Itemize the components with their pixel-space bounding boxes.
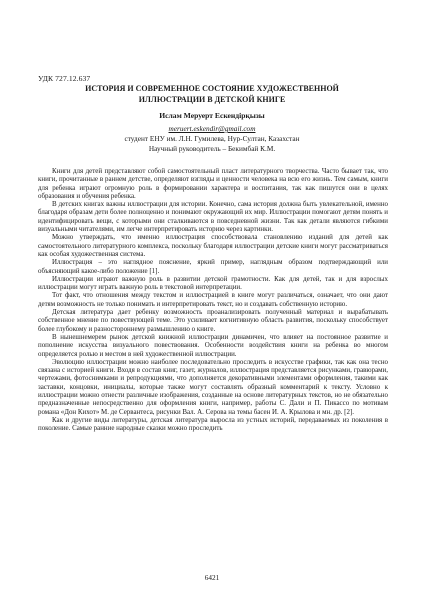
article-body [38,167,388,433]
scientific-supervisor: Научный руководитель – Бекимбай К.М. [148,144,276,153]
paragraph: Эволюцию иллюстрации можно наиболее последовательно проследить в искусстве графики, так как она тесно связана с историей книги. Входя в состав книг, газет, журналов, иллюстрация представляется рисунками, гравюрами, чертежами, фотоснимками и репродукциями, что дополняется декоративными элементами оформления, такими как заставки, концовки, инициалы, которые также могут составлять образный комментарий к тексту. Условно к иллюстрации можно отнести различные изображения, созданные на основе литературных текстов, но не обязательно предназначенные непосредственно для оформления книги, например, работы С. Дали и П. Пикассо по мотивам романа «Дон Кихот» М. де Сервантеса, рисунки Вал. А. Серова на темы басен И. А. Крылова и мн. др. [2]. [38,357,388,416]
title-line-1: ИСТОРИЯ И СОВРЕМЕННОЕ СОСТОЯНИЕ ХУДОЖЕСТВЕННОЙ [85,84,339,93]
paragraph: Книги для детей представляют собой самостоятельный пласт литературного творчества. Часто бывает так, что книги, прочитанные в раннем детстве, определяют взгляды и ценности человека на всю его жизнь. Тем самым, книги для ребенка играют огромную роль в формировании характера и воспитания, так как пишутся они в целях образования и обучения ребенка. [38,167,388,200]
author-email: meruert.eskendir@gmail.com [168,124,256,133]
paragraph: Иллюстрации играют важную роль в развитии детской грамотности. Как для детей, так и для взрослых иллюстрации могут играть важную роль в текстовой интерпретации. [38,274,388,292]
paragraph: Иллюстрация – это наглядное пояснение, яркий пример, наглядным образом подтверждающий или объясняющий какое-либо положение [1]. [38,258,388,275]
paragraph: Как и другие виды литературы, детская литература выросла из устных историй, передаваемых из поколения в поколение. Самые ранние народные сказки можно проследить [38,415,388,433]
article-title [40,84,384,105]
author-affiliation: студент ЕНУ им. Л.Н. Гумилева, Нур-Султан, Казахстан [124,134,300,143]
title-line-2: ИЛЛЮСТРАЦИИ В ДЕТСКОЙ КНИГЕ [138,94,286,104]
paragraph: Тот факт, что отношения между текстом и иллюстрацией в книге могут различаться, означает, что они дают детям возможность не только понимать и интерпретировать текст, но и создавать собственную историю. [38,291,388,308]
page-number: 6421 [204,573,220,582]
paragraph: В детских книгах важны иллюстрации для истории. Конечно, сама история должна быть увлекательной, именно благодаря образам дети более полноценно и понимают окружающий их мир. Иллюстрации помогают детям понять и идентифицировать вещи, с которыми они сталкиваются в повседневной жизни. Так как детали являются гибкими визуальными читателями, им легче интерпретировать историю через картинки. [38,200,388,234]
author-name: Ислам Меруерт Ескендірқызы [159,111,265,120]
paragraph: Можно утверждать, что именно иллюстрация способствовала становлению изданий для детей как самостоятельного литературного комплекса, поскольку благодаря иллюстрации детские книги могут рассматриваться как особая художественная система. [38,233,388,258]
paragraph: Детская литература дает ребенку возможность проанализировать полученный материал и вырабатывать собственное мнение по повествующей теме. Это усиливает когнитивную область развития, поскольку способствует более глубокому и разностороннему размышлению о книге. [38,308,388,333]
paragraph: В нынешнемерем рынок детской книжной иллюстрации динамичен, что влияет на постоянное развитие и пополнение искусства визуального повествования. Особенности воздействия книги на ребенка во многом определяется ролью и местом в ней художественной иллюстрации. [38,332,388,358]
udc-code: УДК 727.12.637 [38,74,91,83]
